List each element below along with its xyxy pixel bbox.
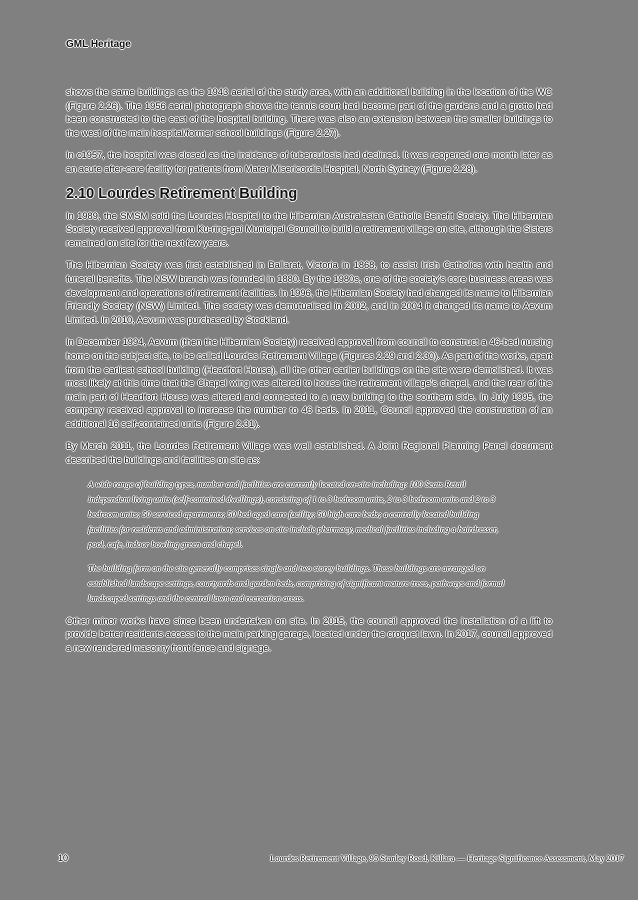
page-number: 10 (58, 853, 69, 863)
block-quote: A wide range of building types, number and facilities are currently located on-site including: 100 Seats Retail independent living units (self-contained dwellings), consisting of 1 to 3 bedroom units, 2 to 3 bedroom units and 2 to 3 bedroom units; 50 serviced apartments; 50 bed aged care facility; 50 high care beds; a centrally located building facilities for residents and administration; services on site include pharmacy, medical facilities including a hairdresser, pool, cafe, indoor bowling green and chapel. (88, 478, 499, 549)
paragraph: By March 2011, the Lourdes Retirement Village was well established. A Joint Regional Planning Panel document described the buildings and facilities on site as: (66, 441, 552, 466)
footer-title: Lourdes Retirement Village, 95 Stanley Road, Killara — Heritage Significance Assessment, May 2017 (270, 853, 624, 863)
paragraph: shows the same buildings as the 1943 aerial of the study area, with an additional building in the location of the WC (Figure 2.26). The 1956 aerial photograph shows the tennis court had become part of the gardens and a grotto had been constructed to the east of the hospital building. There was also an extension between the smaller buildings to the west of the main hospital/former school buildings (Figure 2.27). (66, 87, 552, 138)
paragraph: Other minor works have since been undertaken on site. In 2015, the council approved the installation of a lift to provide better residents access to the main parking garage, located under the croquet lawn. In 2017, council approved a new rendered masonry front fence and signage. (66, 615, 552, 653)
section-heading: 2.10 Lourdes Retirement Building (66, 185, 298, 202)
block-quote: The building form on the site generally comprises single and two storey buildings. These buildings are arranged on established landscape settings, courtyards and garden beds, comprising of significant mature trees, pathways and formal landscaped settings and the central lawn and recreation areas. (88, 562, 505, 603)
paragraph: The Hibernian Society was first established in Ballarat, Victoria in 1868, to assist Irish Catholics with health and funeral benefits. The NSW branch was founded in 1880. By the 1980s, one of the society's core business areas was development and operations of retirement facilities. In 1996, the Hibernian Society had changed its name to Hibernian Friendly Society (NSW) Limited. The society was demutualised in 2002, and in 2004 it changed its name to Aevum Limited. In 2010, Aevum was purchased by Stockland. (66, 260, 552, 325)
paragraph: In 1989, the SMSM sold the Lourdes Hospital to the Hibernian Australasian Catholic Benefit Society. The Hibernian Society received approval from Ku-ring-gai Municipal Council to build a retirement village on site, although the Sisters remained on site for the next few years. (66, 210, 552, 248)
running-header: GML Heritage (66, 39, 131, 50)
document-body (66, 86, 552, 664)
paragraph: In December 1994, Aevum (then the Hibernian Society) received approval from council to construct a 46-bed nursing home on the subject site, to be called Lourdes Retirement Village (Figures 2.29 and 2.30). As part of the works, apart from the earliest school building (Headfort House), all the other earlier buildings on the site were demolished. It was most likely at this time that the Chapel wing was altered to house the retirement village's chapel, and the rear of the main part of Headfort House was altered and connected to a new building to the southern side. In July 1995, the company received approval to increase the number to 46 beds. In 2011, Council approved the construction of an additional 16 self-contained units (Figure 2.31). (66, 337, 552, 429)
paragraph: In c1957, the hospital was closed as the incidence of tuberculosis had declined. It was reopened one month later as an acute after-care facility for patients from Mater Misericordia Hospital, North Sydney (Figure 2.28). (66, 150, 552, 174)
